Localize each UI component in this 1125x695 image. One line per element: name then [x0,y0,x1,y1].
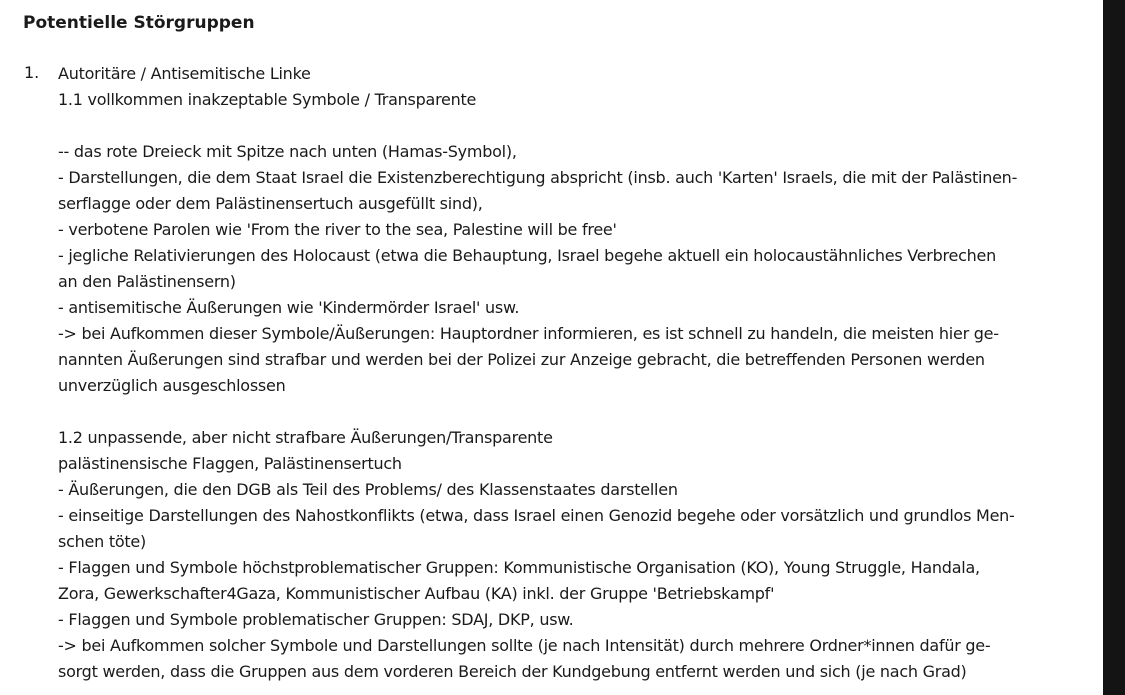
text-line: Zora, Gewerkschafter4Gaza, Kommunistischer Aufbau (KA) inkl. der Gruppe 'Betriebskampf' [58,584,775,603]
text-line: -> bei Aufkommen solcher Symbole und Darstellungen sollte (je nach Intensität) durch mehrere Ordner*innen dafür ge- [58,636,991,655]
text-line: - jegliche Relativierungen des Holocaust (etwa die Behauptung, Israel begehe aktuell ein holocaustähnliches Verbrechen [58,246,997,265]
paragraph-spacer [58,113,1098,139]
section-1-1-title: 1.1 vollkommen inakzeptable Symbole / Transparente [58,90,477,109]
text-line: - Flaggen und Symbole problematischer Gruppen: SDAJ, DKP, usw. [58,610,574,629]
text-line: unverzüglich ausgeschlossen [58,376,286,395]
text-line: - Flaggen und Symbole höchstproblematischer Gruppen: Kommunistische Organisation (KO), Young Struggle, Handala, [58,558,980,577]
dark-edge [1103,0,1125,695]
text-line: - Darstellungen, die dem Staat Israel die Existenzberechtigung abspricht (insb. auch 'Karten' Israels, die mit der Palästinen- [58,168,1018,187]
text-line: serflagge oder dem Palästinensertuch ausgefüllt sind), [58,194,483,213]
section-1-2-title: 1.2 unpassende, aber nicht strafbare Äußerungen/Transparente [58,428,553,447]
text-line: sorgt werden, dass die Gruppen aus dem vorderen Bereich der Kundgebung entfernt werden und sich (je nach Grad) [58,662,967,681]
text-line: -- das rote Dreieck mit Spitze nach unten (Hamas-Symbol), [58,142,517,161]
text-line: - verbotene Parolen wie 'From the river to the sea, Palestine will be free' [58,220,617,239]
text-line: -> bei Aufkommen dieser Symbole/Äußerungen: Hauptordner informieren, es ist schnell zu handeln, die meisten hier ge- [58,324,999,343]
document-body [58,61,1098,685]
text-line: palästinensische Flaggen, Palästinensertuch [58,454,402,473]
text-line: - einseitige Darstellungen des Nahostkonflikts (etwa, dass Israel einen Genozid begehe oder vorsätzlich und grundlos Men- [58,506,1015,525]
text-line: - Äußerungen, die den DGB als Teil des Problems/ des Klassenstaates darstellen [58,480,678,499]
list-number: 1. [24,63,40,82]
text-line: an den Palästinensern) [58,272,236,291]
paragraph-spacer [58,399,1098,425]
list-item-heading: Autoritäre / Antisemitische Linke [58,64,311,83]
text-line: - antisemitische Äußerungen wie 'Kindermörder Israel' usw. [58,298,520,317]
text-line: nannten Äußerungen sind strafbar und werden bei der Polizei zur Anzeige gebracht, die betreffenden Personen werden [58,350,985,369]
document-title: Potentielle Störgruppen [23,13,255,33]
text-line: schen töte) [58,532,147,551]
